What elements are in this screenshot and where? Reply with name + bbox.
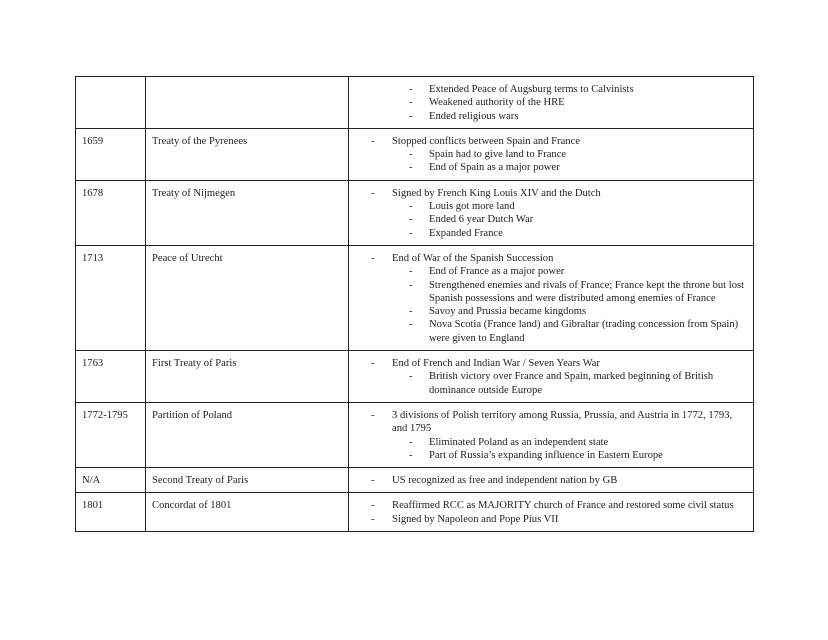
sub-bullet-item: [371, 161, 745, 174]
treaty-name-cell: Peace of Utrecht: [146, 245, 349, 350]
bullet-text: Louis got more land: [429, 201, 515, 213]
bullet-dash-icon: -: [409, 227, 413, 239]
table-row: [76, 493, 754, 532]
bullet-text: Ended religious wars: [429, 110, 519, 122]
bullet-dash-icon: -: [409, 266, 413, 278]
bullet-dash-icon: -: [409, 84, 413, 95]
bullet-text: Eliminated Poland as an independent state: [429, 436, 609, 448]
treaty-name-cell: [146, 77, 349, 129]
bullet-dash-icon: -: [409, 436, 413, 448]
table-row: [76, 402, 754, 467]
sub-bullet-item: [371, 370, 745, 397]
bullet-text: Extended Peace of Augsburg terms to Calvinists: [429, 84, 634, 95]
treaties-table: [75, 76, 754, 532]
bullet-text: End of French and Indian War / Seven Years War: [392, 358, 600, 370]
date-cell: 1713: [76, 245, 146, 350]
sub-bullet-item: [371, 305, 745, 318]
treaties-table-body: [76, 77, 754, 532]
bullet-text: US recognized as free and independent nation by GB: [392, 475, 618, 487]
date-cell: [76, 77, 146, 129]
bullet-dash-icon: -: [409, 201, 413, 213]
treaty-name-cell: First Treaty of Paris: [146, 351, 349, 403]
treaty-name-cell: Treaty of Nijmegen: [146, 180, 349, 245]
sub-bullet-item: [371, 449, 745, 462]
notes-cell: [349, 128, 754, 180]
sub-bullet-item: [371, 265, 745, 278]
notes-cell: [349, 351, 754, 403]
table-row: [76, 468, 754, 493]
notes-cell: [349, 402, 754, 467]
bullet-item: [371, 135, 745, 148]
notes-cell: [349, 245, 754, 350]
bullet-text: Part of Russia’s expanding influence in Eastern Europe: [429, 449, 663, 461]
bullet-dash-icon: -: [371, 252, 375, 264]
bullet-dash-icon: -: [409, 162, 413, 174]
bullet-text: Ended 6 year Dutch War: [429, 214, 534, 226]
sub-bullet-item: [371, 110, 745, 123]
bullet-dash-icon: -: [371, 135, 375, 147]
notes-cell: [349, 77, 754, 129]
bullet-text: Stopped conflicts between Spain and France: [392, 135, 580, 147]
bullet-text: Expanded France: [429, 227, 503, 239]
bullet-text: Savoy and Prussia became kingdoms: [429, 306, 587, 318]
notes-cell: [349, 180, 754, 245]
bullet-text: Reaffirmed RCC as MAJORITY church of France and restored some civil status: [392, 500, 734, 512]
bullet-dash-icon: -: [409, 279, 413, 291]
bullet-dash-icon: -: [409, 306, 413, 318]
sub-bullet-item: [371, 318, 745, 345]
date-cell: N/A: [76, 468, 146, 493]
bullet-dash-icon: -: [371, 358, 375, 370]
bullet-text: 3 divisions of Polish territory among Russia, Prussia, and Austria in 1772, 1793, and 1795: [392, 409, 733, 435]
bullet-dash-icon: -: [409, 319, 413, 331]
notes-cell: [349, 493, 754, 532]
bullet-dash-icon: -: [409, 97, 413, 109]
bullet-dash-icon: -: [371, 409, 375, 421]
bullet-text: End of War of the Spanish Succession: [392, 252, 554, 264]
bullet-text: Nova Scotia (France land) and Gibraltar (trading concession from Spain) were given to England: [429, 319, 739, 344]
sub-bullet-item: [371, 96, 745, 109]
bullet-text: British victory over France and Spain, marked beginning of British dominance outside Europe: [429, 371, 714, 396]
bullet-item: [371, 357, 745, 370]
date-cell: 1659: [76, 128, 146, 180]
date-cell: 1763: [76, 351, 146, 403]
bullet-dash-icon: -: [371, 513, 375, 525]
bullet-dash-icon: -: [371, 500, 375, 512]
bullet-text: Signed by French King Louis XIV and the Dutch: [392, 187, 601, 199]
date-cell: 1801: [76, 493, 146, 532]
bullet-text: End of Spain as a major power: [429, 162, 560, 174]
table-row: [76, 128, 754, 180]
sub-bullet-item: [371, 83, 745, 96]
bullet-text: Signed by Napoleon and Pope Pius VII: [392, 513, 559, 525]
sub-bullet-item: [371, 279, 745, 306]
bullet-dash-icon: -: [409, 110, 413, 122]
sub-bullet-item: [371, 227, 745, 240]
bullet-dash-icon: -: [409, 371, 413, 383]
bullet-dash-icon: -: [409, 449, 413, 461]
bullet-item: [371, 409, 745, 436]
date-cell: 1678: [76, 180, 146, 245]
bullet-text: Weakened authority of the HRE: [429, 97, 565, 109]
sub-bullet-item: [371, 148, 745, 161]
bullet-item: [371, 513, 745, 526]
bullet-dash-icon: -: [371, 475, 375, 487]
table-row: [76, 351, 754, 403]
bullet-text: End of France as a major power: [429, 266, 565, 278]
table-row: [76, 77, 754, 129]
table-row: [76, 180, 754, 245]
bullet-dash-icon: -: [409, 149, 413, 161]
date-cell: 1772-1795: [76, 402, 146, 467]
sub-bullet-item: [371, 213, 745, 226]
bullet-item: [371, 499, 745, 512]
bullet-item: [371, 187, 745, 200]
sub-bullet-item: [371, 436, 745, 449]
treaty-name-cell: Second Treaty of Paris: [146, 468, 349, 493]
bullet-item: [371, 474, 745, 487]
treaty-name-cell: Concordat of 1801: [146, 493, 349, 532]
bullet-dash-icon: -: [409, 214, 413, 226]
treaty-name-cell: Partition of Poland: [146, 402, 349, 467]
bullet-item: [371, 252, 745, 265]
bullet-text: Spain had to give land to France: [429, 149, 567, 161]
table-row: [76, 245, 754, 350]
treaty-name-cell: Treaty of the Pyrenees: [146, 128, 349, 180]
bullet-text: Strengthened enemies and rivals of France; France kept the throne but lost Spanish possessions and were distributed among enemies of France: [429, 279, 745, 304]
bullet-dash-icon: -: [371, 187, 375, 199]
notes-cell: [349, 468, 754, 493]
sub-bullet-item: [371, 200, 745, 213]
